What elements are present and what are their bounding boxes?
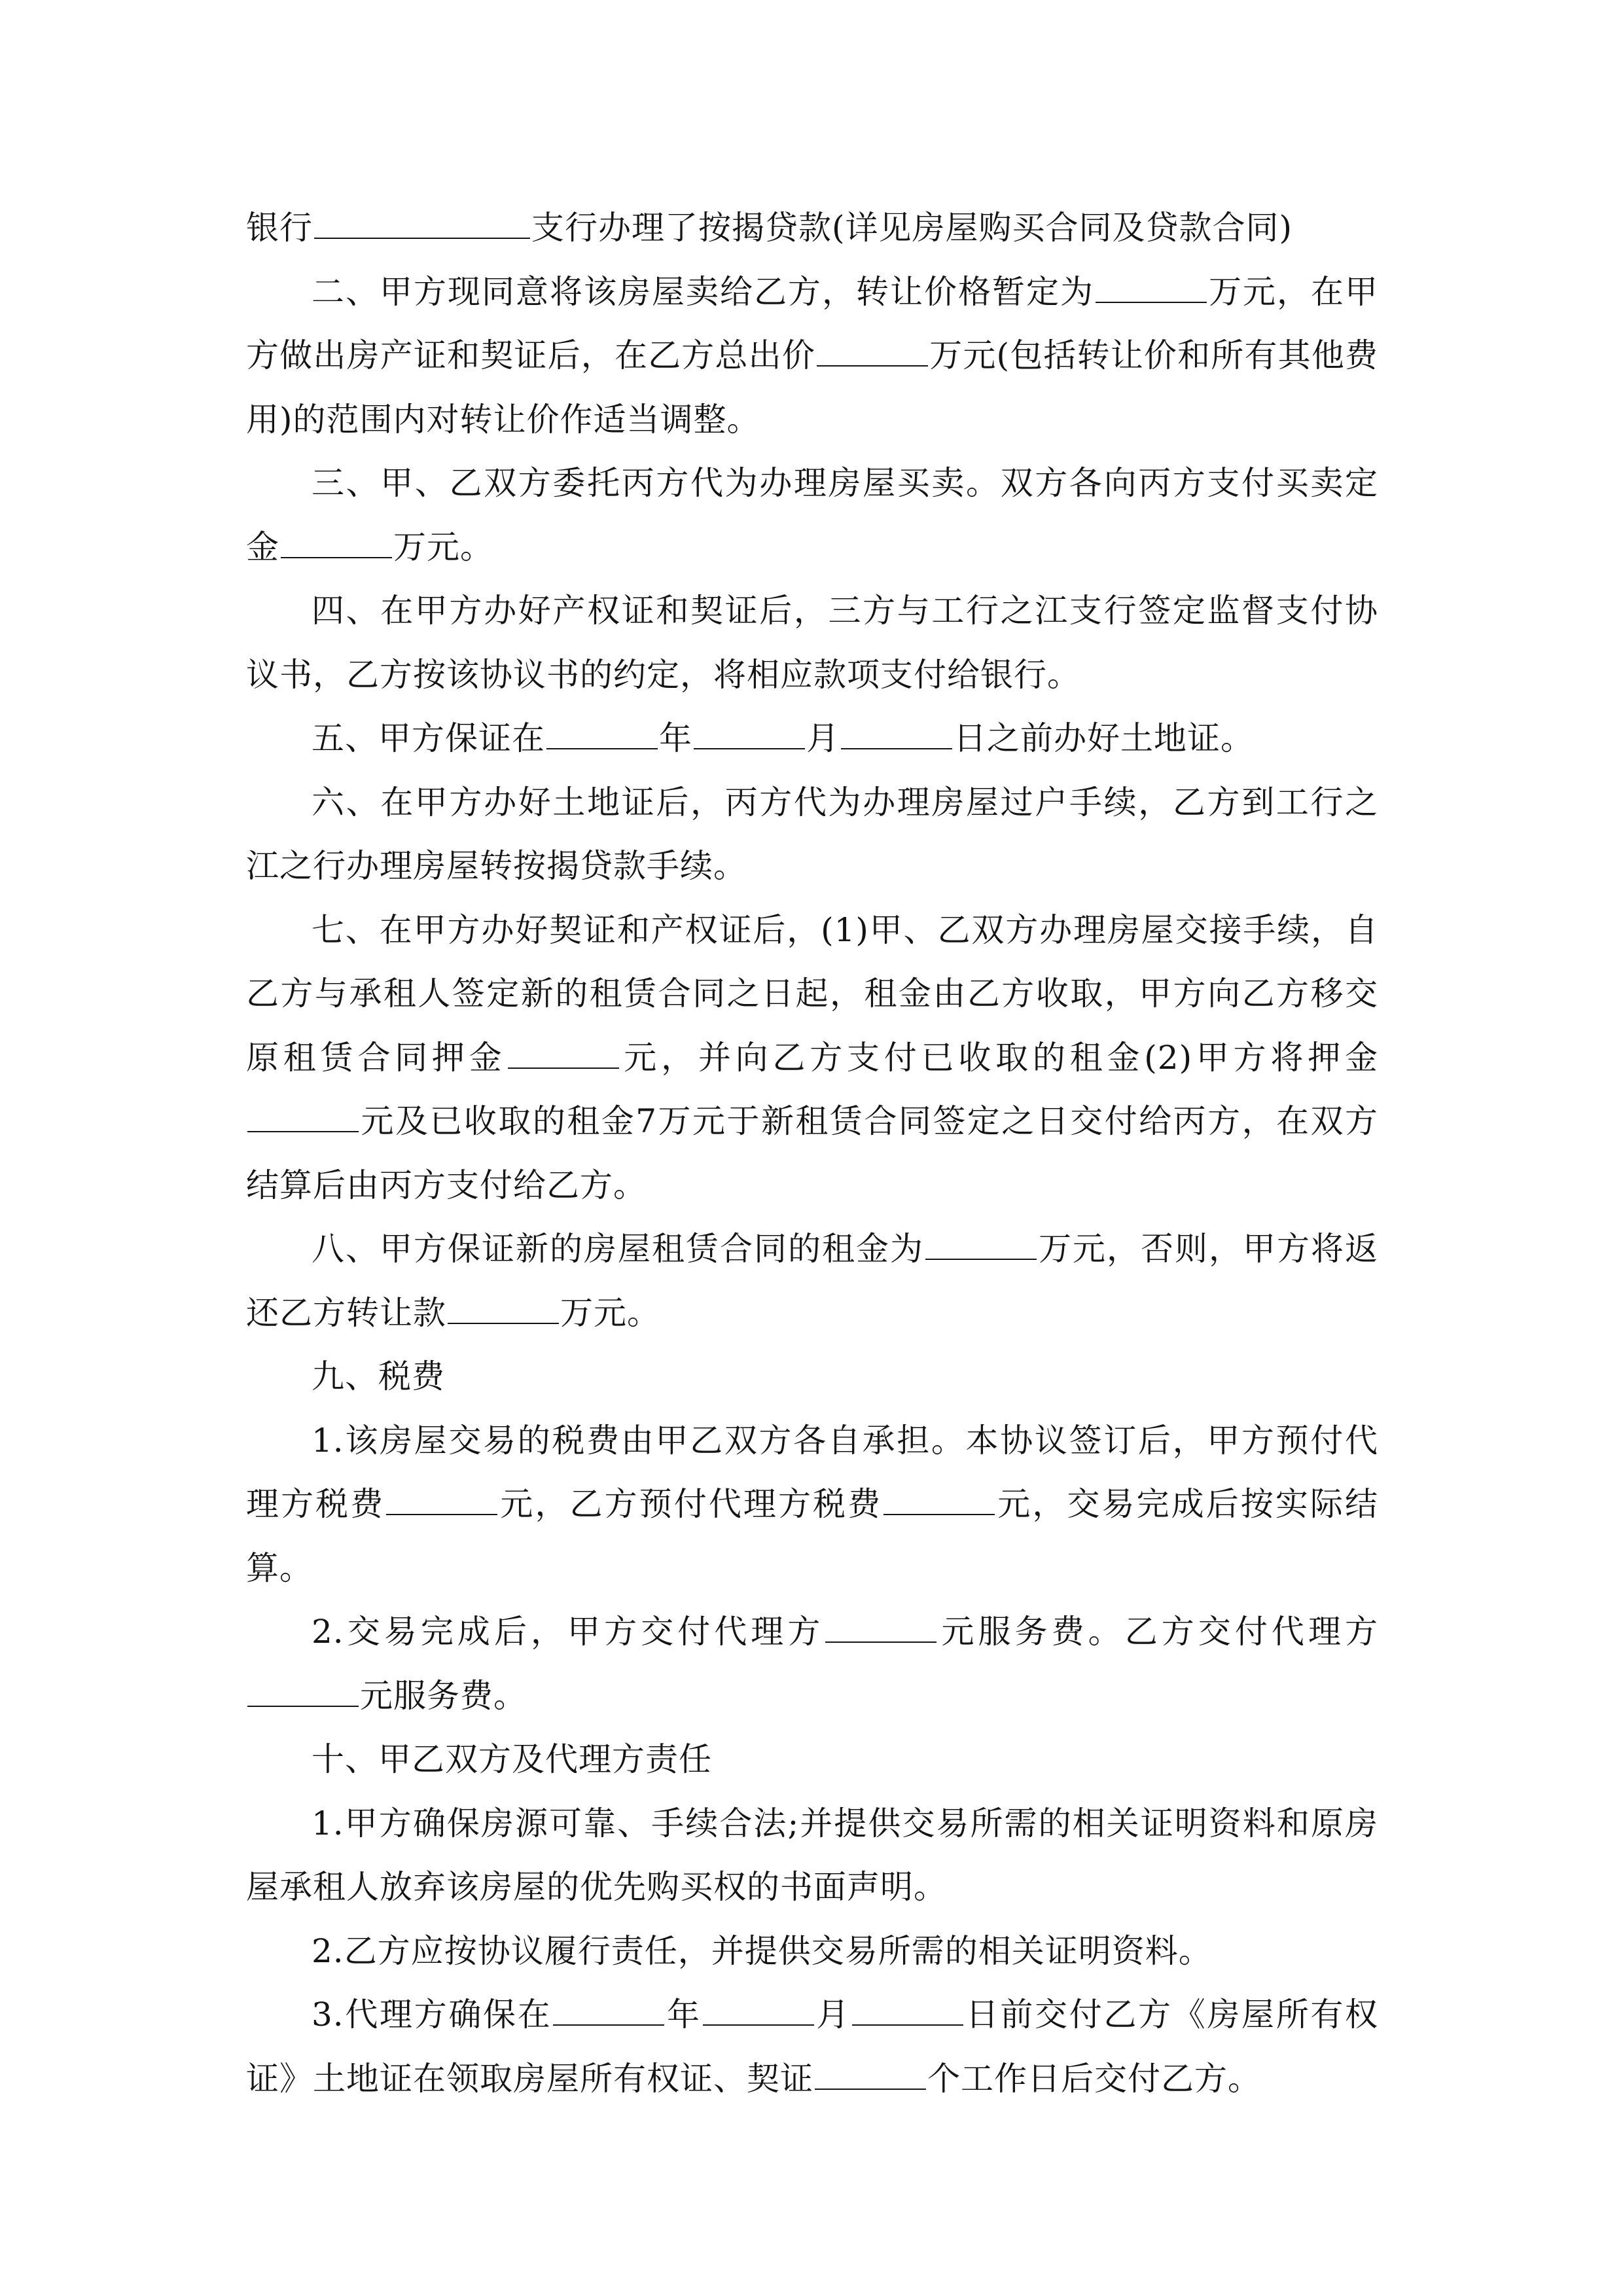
paragraph-text: 万元，否则，甲方将返还乙方转让款 [246,1230,1378,1332]
fill-in-blank [694,717,805,750]
contract-paragraph [246,1217,1378,1345]
contract-paragraph [246,1792,1378,1920]
contract-body [246,196,1378,2111]
contract-paragraph [246,1920,1378,1984]
fill-in-blank [448,1291,559,1324]
fill-in-blank [817,334,928,367]
paragraph-text: 万元(包括转让价和所有其他费用)的范围内对转让价作适当调整。 [246,336,1378,439]
paragraph-text: 万元。 [393,528,493,566]
paragraph-text: 年 [659,719,692,757]
contract-paragraph [246,1409,1378,1601]
paragraph-text: 年 [666,1996,702,2034]
contract-paragraph [246,707,1378,771]
contract-paragraph [246,1728,1378,1792]
paragraph-text: 六、在甲方办好土地证后，丙方代为办理房屋过户手续，乙方到工行之江之行办理房屋转按揭贷款手续。 [246,783,1378,885]
paragraph-text: 2.交易完成后，甲方交付代理方 [312,1613,825,1651]
paragraph-text: 七、在甲方办好契证和产权证后，(1)甲、乙双方办理房屋交接手续，自乙方与承租人签定新的租赁合同之日起，租金由乙方收取，甲方向乙方移交原租赁合同押金 [246,910,1378,1077]
contract-paragraph [246,196,1378,260]
paragraph-text: 1.甲方确保房源可靠、手续合法;并提供交易所需的相关证明资料和原房屋承租人放弃该房屋的优先购买权的书面声明。 [246,1804,1378,1906]
contract-paragraph [246,579,1378,707]
paragraph-text: 元服务费。乙方交付代理方 [938,1613,1378,1651]
fill-in-blank [852,1994,963,2026]
paragraph-text: 万元。 [560,1293,660,1332]
contract-paragraph [246,260,1378,452]
fill-in-blank [815,2057,926,2090]
paragraph-text: 1.该房屋交易的税费由甲乙双方各自承担。本协议签订后，甲方预付代理方税费 [246,1421,1378,1523]
paragraph-text: 八、甲方保证新的房屋租赁合同的租金为 [312,1230,924,1268]
fill-in-blank [546,717,658,750]
fill-in-blank [1096,270,1207,303]
paragraph-text: 月 [806,719,840,757]
paragraph-text: 日前交付乙方《房屋所有权证》土地证在领取房屋所有权证、契证 [246,1996,1379,2098]
paragraph-text: 日之前办好土地证。 [954,719,1254,757]
fill-in-blank [703,1994,814,2026]
paragraph-text: 2.乙方应按协议履行责任，并提供交易所需的相关证明资料。 [312,1931,1212,1970]
paragraph-text: 二、甲方现同意将该房屋卖给乙方，转让价格暂定为 [312,272,1094,311]
paragraph-text: 元服务费。 [360,1676,527,1715]
contract-paragraph [246,899,1378,1218]
paragraph-text: 五、甲方保证在 [312,719,545,757]
fill-in-blank [883,1483,995,1516]
paragraph-text: 元，交易完成后按实际结算。 [246,1485,1379,1587]
fill-in-blank [553,1994,664,2026]
paragraph-text: 十、甲乙双方及代理方责任 [312,1740,712,1778]
fill-in-blank [925,1228,1037,1261]
fill-in-blank [281,526,392,558]
fill-in-blank [314,207,530,240]
paragraph-text: 个工作日后交付乙方。 [927,2059,1261,2098]
paragraph-text: 月 [815,1996,851,2034]
contract-paragraph [246,771,1378,899]
paragraph-text: 支行办理了按揭贷款(详见房屋购买合同及贷款合同) [531,209,1293,247]
fill-in-blank [508,1036,619,1069]
paragraph-text: 元及已收取的租金7万元于新租赁合同签定之日交付给丙方，在双方结算后由丙方支付给乙方。 [246,1102,1378,1204]
contract-paragraph [246,1600,1378,1728]
paragraph-text: 元，并向乙方支付已收取的租金(2)甲方将押金 [620,1038,1379,1077]
fill-in-blank [386,1483,497,1516]
paragraph-text: 四、在甲方办好产权证和契证后，三方与工行之江支行签定监督支付协议书，乙方按该协议书的约定，将相应款项支付给银行。 [246,592,1378,694]
fill-in-blank [247,1100,359,1133]
paragraph-text: 3.代理方确保在 [312,1996,552,2034]
paragraph-text: 万元，在甲方做出房产证和契证后，在乙方总出价 [246,272,1378,374]
paragraph-text: 九、税费 [312,1357,445,1395]
contract-paragraph [246,1983,1378,2111]
contract-paragraph [246,1345,1378,1409]
paragraph-text: 元，乙方预付代理方税费 [499,1485,883,1523]
paragraph-text: 三、甲、乙双方委托丙方代为办理房屋买卖。双方各向丙方支付买卖定金 [246,464,1378,566]
paragraph-text: 银行 [246,209,313,247]
contract-paragraph [246,452,1378,579]
fill-in-blank [247,1674,359,1707]
fill-in-blank [841,717,952,750]
fill-in-blank [825,1611,936,1643]
